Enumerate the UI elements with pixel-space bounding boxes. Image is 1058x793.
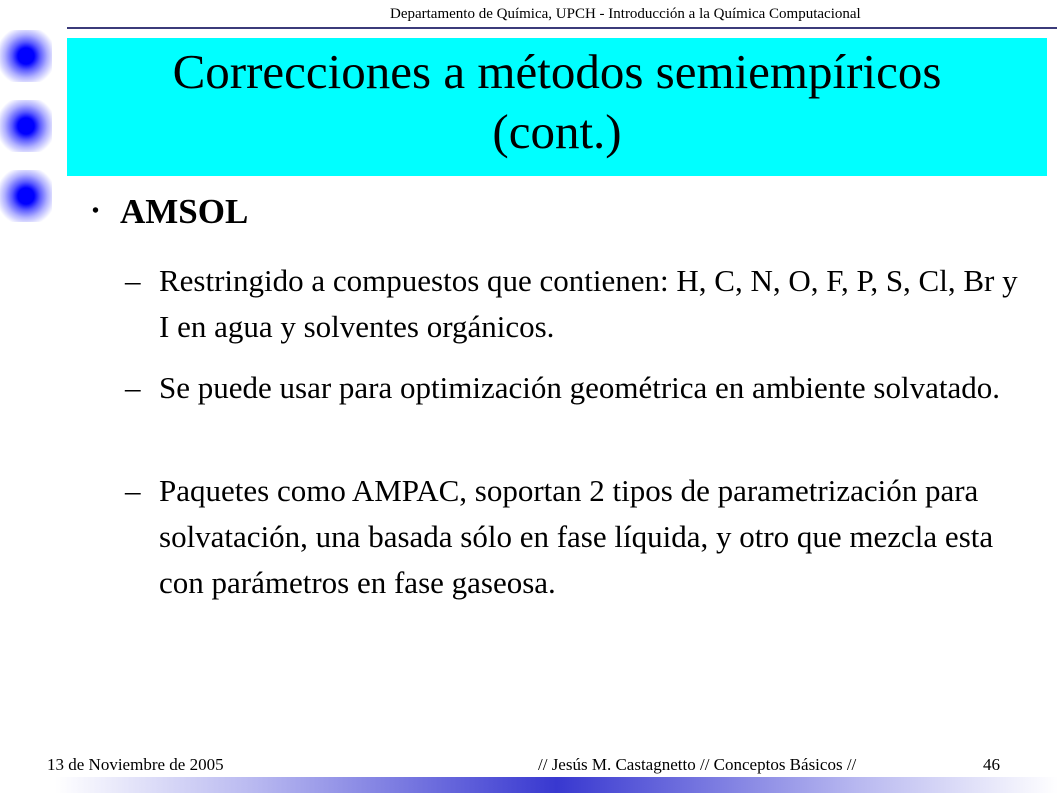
sub-bullet-text: Restringido a compuestos que contienen: H, C, N, O, F, P, S, Cl, Br y I en agua y solventes orgánicos.	[159, 263, 1018, 344]
main-bullet-label: AMSOL	[120, 192, 249, 231]
dash-icon: –	[125, 263, 141, 298]
sub-bullet-3	[125, 468, 1025, 606]
footer-date: 13 de Noviembre de 2005	[47, 755, 224, 774]
footer-author: // Jesús M. Castagnetto // Conceptos Básicos //	[538, 755, 857, 774]
title-line-2: (cont.)	[492, 104, 622, 159]
sub-bullet-text: Paquetes como AMPAC, soportan 2 tipos de parametrización para solvatación, una basada sólo en fase líquida, y otro que mezcla esta con parámetros en fase gaseosa.	[159, 473, 994, 600]
dash-icon: –	[125, 473, 141, 508]
decorative-square-1	[0, 30, 52, 82]
sub-bullet-text: Se puede usar para optimización geométrica en ambiente solvatado.	[159, 370, 1000, 405]
slide-title	[67, 42, 1047, 162]
decorative-square-2	[0, 100, 52, 152]
decorative-square-3	[0, 170, 52, 222]
footer-page-number: 46	[983, 755, 1000, 774]
sub-bullet-2	[125, 365, 1025, 411]
header-department: Departamento de Química, UPCH - Introducción a la Química Computacional	[390, 6, 861, 22]
title-line-1: Correcciones a métodos semiempíricos	[172, 44, 942, 99]
footer-gradient-bar	[55, 777, 1058, 793]
main-bullet	[92, 192, 248, 232]
bullet-dot-icon: •	[92, 200, 100, 223]
dash-icon: –	[125, 370, 141, 405]
sub-bullet-1	[125, 258, 1025, 350]
header-rule	[67, 27, 1057, 29]
